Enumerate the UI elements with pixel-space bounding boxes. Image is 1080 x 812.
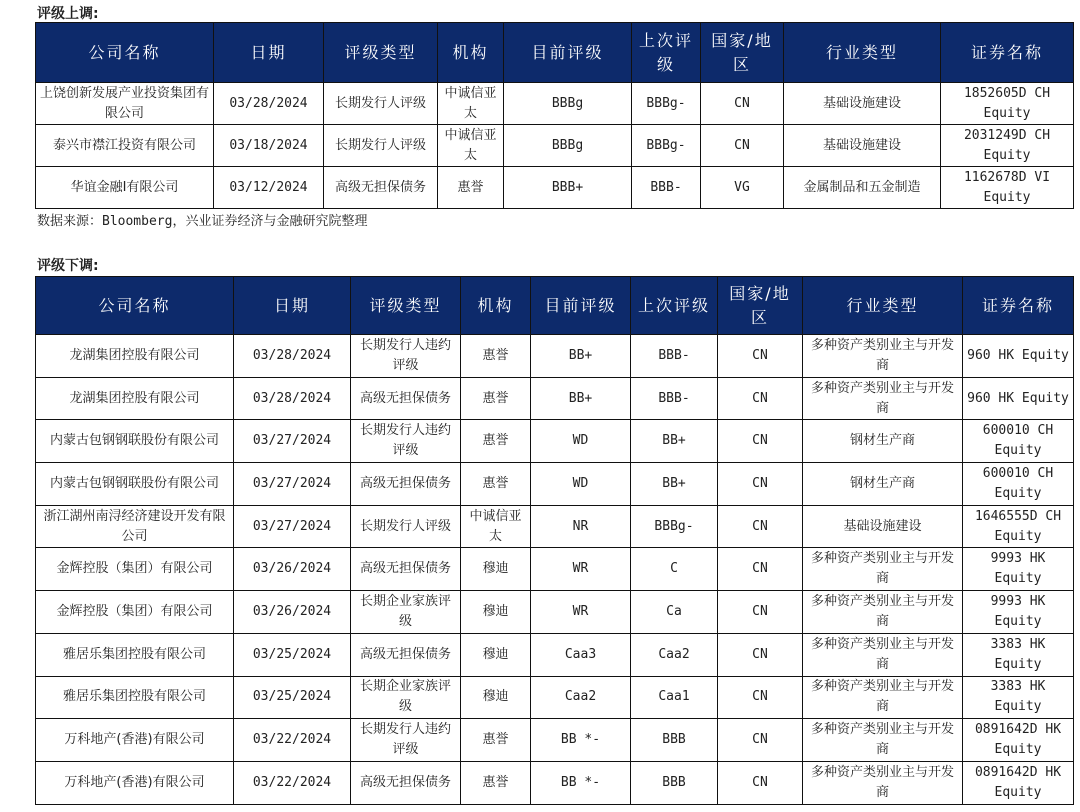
cell-date: 03/27/2024 [234, 420, 351, 463]
cell-security-name: 600010 CH Equity [963, 420, 1074, 463]
upgrade-section-title: 评级上调: [37, 6, 99, 22]
cell-industry: 金属制品和五金制造 [784, 167, 941, 209]
table-row [36, 335, 1074, 378]
cell-rating-type: 长期企业家族评级 [351, 591, 461, 634]
cell-rating-type: 长期发行人评级 [351, 505, 461, 548]
cell-previous-rating: BB+ [631, 463, 718, 506]
cell-industry: 多种资产类别业主与开发商 [803, 591, 963, 634]
cell-industry: 钢材生产商 [803, 420, 963, 463]
cell-industry: 多种资产类别业主与开发商 [803, 377, 963, 420]
cell-date: 03/12/2024 [214, 167, 324, 209]
cell-agency: 惠誉 [461, 420, 531, 463]
cell-industry: 钢材生产商 [803, 463, 963, 506]
cell-previous-rating: BBBg- [632, 83, 701, 125]
cell-rating-type: 高级无担保债务 [351, 633, 461, 676]
cell-agency: 中诚信亚太 [438, 125, 504, 167]
cell-date: 03/27/2024 [234, 505, 351, 548]
cell-industry: 多种资产类别业主与开发商 [803, 548, 963, 591]
cell-current-rating: BB *- [531, 761, 631, 804]
table-row [36, 505, 1074, 548]
cell-security-name: 0891642D HK Equity [963, 761, 1074, 804]
cell-date: 03/26/2024 [234, 591, 351, 634]
table-row [36, 167, 1074, 209]
cell-company-name: 泰兴市襟江投资有限公司 [36, 125, 214, 167]
cell-company-name: 内蒙古包钢钢联股份有限公司 [36, 463, 234, 506]
cell-current-rating: BBBg [504, 125, 632, 167]
cell-agency: 惠誉 [461, 463, 531, 506]
cell-country-region: CN [718, 548, 803, 591]
cell-country-region: CN [718, 377, 803, 420]
cell-country-region: CN [718, 761, 803, 804]
cell-rating-type: 长期发行人违约评级 [351, 719, 461, 762]
header-previous-rating: 上次评级 [631, 277, 718, 335]
cell-agency: 惠誉 [438, 167, 504, 209]
cell-agency: 穆迪 [461, 591, 531, 634]
cell-industry: 多种资产类别业主与开发商 [803, 719, 963, 762]
table-row [36, 548, 1074, 591]
cell-rating-type: 长期发行人评级 [324, 125, 438, 167]
cell-current-rating: BB *- [531, 719, 631, 762]
table-row [36, 676, 1074, 719]
cell-rating-type: 长期发行人评级 [324, 83, 438, 125]
cell-current-rating: NR [531, 505, 631, 548]
cell-company-name: 雅居乐集团控股有限公司 [36, 633, 234, 676]
cell-previous-rating: BBB [631, 761, 718, 804]
cell-rating-type: 长期发行人违约评级 [351, 420, 461, 463]
cell-current-rating: WR [531, 548, 631, 591]
cell-industry: 多种资产类别业主与开发商 [803, 676, 963, 719]
cell-date: 03/28/2024 [234, 335, 351, 378]
cell-industry: 多种资产类别业主与开发商 [803, 633, 963, 676]
cell-security-name: 600010 CH Equity [963, 463, 1074, 506]
cell-current-rating: BB+ [531, 335, 631, 378]
cell-agency: 惠誉 [461, 377, 531, 420]
cell-current-rating: Caa3 [531, 633, 631, 676]
cell-company-name: 浙江湖州南浔经济建设开发有限公司 [36, 505, 234, 548]
header-agency: 机构 [438, 23, 504, 83]
cell-previous-rating: C [631, 548, 718, 591]
cell-agency: 穆迪 [461, 548, 531, 591]
cell-industry: 基础设施建设 [784, 83, 941, 125]
table-row [36, 591, 1074, 634]
cell-previous-rating: BBB [631, 719, 718, 762]
downgrade-table [35, 276, 1074, 805]
cell-rating-type: 高级无担保债务 [351, 463, 461, 506]
cell-rating-type: 长期发行人违约评级 [351, 335, 461, 378]
cell-current-rating: BBB+ [504, 167, 632, 209]
downgrade-section-title: 评级下调: [37, 258, 99, 274]
cell-previous-rating: BBB- [631, 335, 718, 378]
header-industry: 行业类型 [784, 23, 941, 83]
cell-company-name: 龙湖集团控股有限公司 [36, 335, 234, 378]
cell-agency: 中诚信亚太 [461, 505, 531, 548]
table-row [36, 719, 1074, 762]
upgrade-table [35, 22, 1074, 209]
cell-country-region: VG [701, 167, 784, 209]
cell-company-name: 金辉控股（集团）有限公司 [36, 591, 234, 634]
cell-country-region: CN [718, 463, 803, 506]
cell-current-rating: WD [531, 463, 631, 506]
cell-previous-rating: BBB- [632, 167, 701, 209]
cell-previous-rating: BB+ [631, 420, 718, 463]
cell-security-name: 960 HK Equity [963, 335, 1074, 378]
cell-rating-type: 高级无担保债务 [351, 377, 461, 420]
header-previous-rating: 上次评级 [632, 23, 701, 83]
cell-security-name: 1646555D CH Equity [963, 505, 1074, 548]
header-rating-type: 评级类型 [324, 23, 438, 83]
header-security-name: 证券名称 [941, 23, 1074, 83]
cell-country-region: CN [701, 83, 784, 125]
cell-current-rating: BB+ [531, 377, 631, 420]
cell-security-name: 2031249D CH Equity [941, 125, 1074, 167]
cell-rating-type: 高级无担保债务 [351, 548, 461, 591]
cell-country-region: CN [718, 719, 803, 762]
cell-industry: 多种资产类别业主与开发商 [803, 761, 963, 804]
cell-date: 03/22/2024 [234, 761, 351, 804]
cell-company-name: 雅居乐集团控股有限公司 [36, 676, 234, 719]
header-current-rating: 目前评级 [531, 277, 631, 335]
table-row [36, 463, 1074, 506]
cell-agency: 穆迪 [461, 633, 531, 676]
cell-country-region: CN [718, 591, 803, 634]
cell-date: 03/27/2024 [234, 463, 351, 506]
cell-current-rating: WR [531, 591, 631, 634]
table-row [36, 377, 1074, 420]
cell-agency: 中诚信亚太 [438, 83, 504, 125]
cell-company-name: 华谊金融I有限公司 [36, 167, 214, 209]
table-row [36, 83, 1074, 125]
cell-rating-type: 高级无担保债务 [351, 761, 461, 804]
cell-security-name: 1852605D CH Equity [941, 83, 1074, 125]
cell-country-region: CN [701, 125, 784, 167]
header-country-region: 国家/地区 [701, 23, 784, 83]
cell-rating-type: 高级无担保债务 [324, 167, 438, 209]
cell-industry: 基础设施建设 [803, 505, 963, 548]
cell-date: 03/28/2024 [234, 377, 351, 420]
cell-security-name: 9993 HK Equity [963, 548, 1074, 591]
cell-current-rating: BBBg [504, 83, 632, 125]
cell-previous-rating: Caa2 [631, 633, 718, 676]
cell-date: 03/25/2024 [234, 676, 351, 719]
cell-agency: 惠誉 [461, 335, 531, 378]
cell-company-name: 上饶创新发展产业投资集团有限公司 [36, 83, 214, 125]
cell-previous-rating: Ca [631, 591, 718, 634]
cell-date: 03/25/2024 [234, 633, 351, 676]
header-date: 日期 [214, 23, 324, 83]
header-date: 日期 [234, 277, 351, 335]
cell-company-name: 金辉控股（集团）有限公司 [36, 548, 234, 591]
cell-company-name: 万科地产(香港)有限公司 [36, 761, 234, 804]
cell-date: 03/28/2024 [214, 83, 324, 125]
header-rating-type: 评级类型 [351, 277, 461, 335]
cell-agency: 惠誉 [461, 719, 531, 762]
cell-agency: 穆迪 [461, 676, 531, 719]
cell-country-region: CN [718, 505, 803, 548]
cell-security-name: 3383 HK Equity [963, 633, 1074, 676]
cell-previous-rating: BBB- [631, 377, 718, 420]
cell-date: 03/26/2024 [234, 548, 351, 591]
cell-security-name: 960 HK Equity [963, 377, 1074, 420]
header-security-name: 证券名称 [963, 277, 1074, 335]
cell-country-region: CN [718, 420, 803, 463]
header-industry: 行业类型 [803, 277, 963, 335]
table-row [36, 420, 1074, 463]
header-current-rating: 目前评级 [504, 23, 632, 83]
cell-security-name: 3383 HK Equity [963, 676, 1074, 719]
cell-agency: 惠誉 [461, 761, 531, 804]
cell-security-name: 0891642D HK Equity [963, 719, 1074, 762]
cell-security-name: 9993 HK Equity [963, 591, 1074, 634]
cell-rating-type: 长期企业家族评级 [351, 676, 461, 719]
cell-company-name: 万科地产(香港)有限公司 [36, 719, 234, 762]
header-company-name: 公司名称 [36, 277, 234, 335]
cell-country-region: CN [718, 335, 803, 378]
table-row [36, 125, 1074, 167]
cell-date: 03/22/2024 [234, 719, 351, 762]
cell-previous-rating: BBBg- [632, 125, 701, 167]
header-agency: 机构 [461, 277, 531, 335]
table-row [36, 633, 1074, 676]
cell-country-region: CN [718, 676, 803, 719]
header-country-region: 国家/地区 [718, 277, 803, 335]
cell-country-region: CN [718, 633, 803, 676]
table-row [36, 761, 1074, 804]
cell-previous-rating: BBBg- [631, 505, 718, 548]
cell-industry: 多种资产类别业主与开发商 [803, 335, 963, 378]
cell-current-rating: Caa2 [531, 676, 631, 719]
cell-industry: 基础设施建设 [784, 125, 941, 167]
cell-company-name: 内蒙古包钢钢联股份有限公司 [36, 420, 234, 463]
cell-security-name: 1162678D VI Equity [941, 167, 1074, 209]
cell-date: 03/18/2024 [214, 125, 324, 167]
cell-current-rating: WD [531, 420, 631, 463]
data-source-note: 数据来源：Bloomberg，兴业证券经济与金融研究院整理 [37, 214, 368, 229]
cell-previous-rating: Caa1 [631, 676, 718, 719]
cell-company-name: 龙湖集团控股有限公司 [36, 377, 234, 420]
header-company-name: 公司名称 [36, 23, 214, 83]
